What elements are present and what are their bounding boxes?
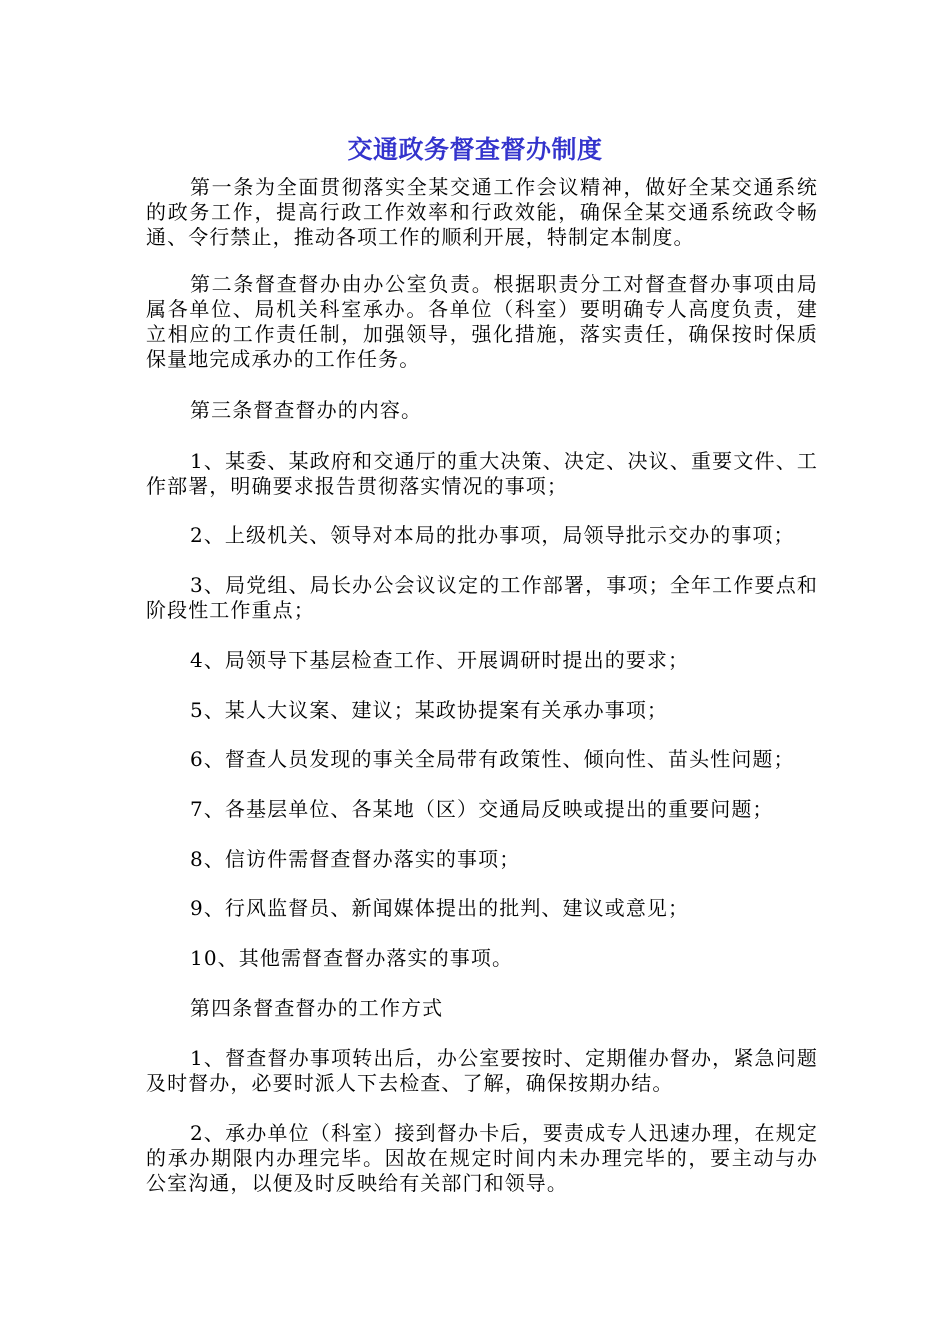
list-item-4: 4、局领导下基层检查工作、开展调研时提出的要求； [190, 648, 690, 672]
method-item-1: 1、督查督办事项转出后，办公室要按时、定期催办督办，紧急问题及时督办，必要时派人下去检查、了解，确保按期办结。 [146, 1046, 818, 1095]
paragraph-article-4: 第四条督查督办的工作方式 [190, 996, 444, 1020]
document-title: 交通政务督查督办制度 [347, 135, 603, 164]
list-item-6: 6、督查人员发现的事关全局带有政策性、倾向性、苗头性问题； [190, 747, 795, 771]
list-item-10: 10、其他需督查督办落实的事项。 [190, 946, 514, 970]
list-item-2: 2、上级机关、领导对本局的批办事项，局领导批示交办的事项； [190, 523, 795, 547]
paragraph-article-1: 第一条为全面贯彻落实全某交通工作会议精神，做好全某交通系统的政务工作，提高行政工作效率和行政效能，确保全某交通系统政令畅通、令行禁止，推动各项工作的顺利开展，特制定本制度。 [146, 175, 818, 249]
list-item-5: 5、某人大议案、建议；某政协提案有关承办事项； [190, 698, 669, 722]
list-item-1: 1、某委、某政府和交通厅的重大决策、决定、决议、重要文件、工作部署，明确要求报告贯彻落实情况的事项； [146, 449, 818, 498]
method-item-2: 2、承办单位（科室）接到督办卡后，要责成专人迅速办理，在规定的承办期限内办理完毕。因故在规定时间内未办理完毕的，要主动与办公室沟通，以便及时反映给有关部门和领导。 [146, 1121, 818, 1195]
list-item-8: 8、信访件需督查督办落实的事项； [190, 847, 521, 871]
list-item-3: 3、局党组、局长办公会议议定的工作部署，事项；全年工作要点和阶段性工作重点； [146, 573, 818, 622]
list-item-7: 7、各基层单位、各某地（区）交通局反映或提出的重要问题； [190, 797, 774, 821]
list-item-9: 9、行风监督员、新闻媒体提出的批判、建议或意见； [190, 896, 690, 920]
paragraph-article-3: 第三条督查督办的内容。 [190, 398, 423, 422]
paragraph-article-2: 第二条督查督办由办公室负责。根据职责分工对督查督办事项由局属各单位、局机关科室承办。各单位（科室）要明确专人高度负责，建立相应的工作责任制，加强领导，强化措施，落实责任，确保按时保质保量地完成承办的工作任务。 [146, 272, 818, 371]
